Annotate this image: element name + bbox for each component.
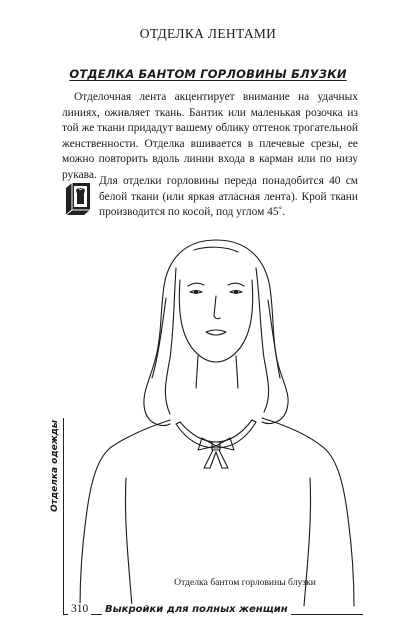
footer-book-title: Выкройки для полных женщин (102, 604, 291, 615)
fabric-note-icon (62, 180, 94, 216)
side-section-label: Отделка одежды (50, 419, 60, 512)
bow (198, 438, 234, 468)
hair-outline (144, 240, 216, 426)
section-title: ОТДЕЛКА БАНТОМ ГОРЛОВИНЫ БЛУЗКИ (69, 67, 347, 81)
body-paragraph: Отделочная лента акцентирует внимание на удачных линиях, оживляет ткань. Бантик или маленькая розочка из той же ткани придадут вашему облику оттенок трогательной женственности. Отделка вшивается в плечевые срезы, ее можно повторить вдоль линии входа в карман или по низу рукава. (62, 91, 358, 181)
figure-caption: Отделка бантом горловины блузки (174, 577, 316, 588)
note-text: Для отделки горловины переда понадобится 40 см белой ткани (или яркая атласная лента). Крой ткани производится по косой, под углом 45˚. (99, 175, 358, 219)
blouse-illustration (66, 228, 366, 608)
page-number: 310 (68, 603, 91, 615)
neckline-trim (176, 422, 256, 448)
running-header: ОТДЕЛКА ЛЕНТАМИ (139, 26, 277, 41)
margin-rule-vertical (63, 418, 64, 615)
